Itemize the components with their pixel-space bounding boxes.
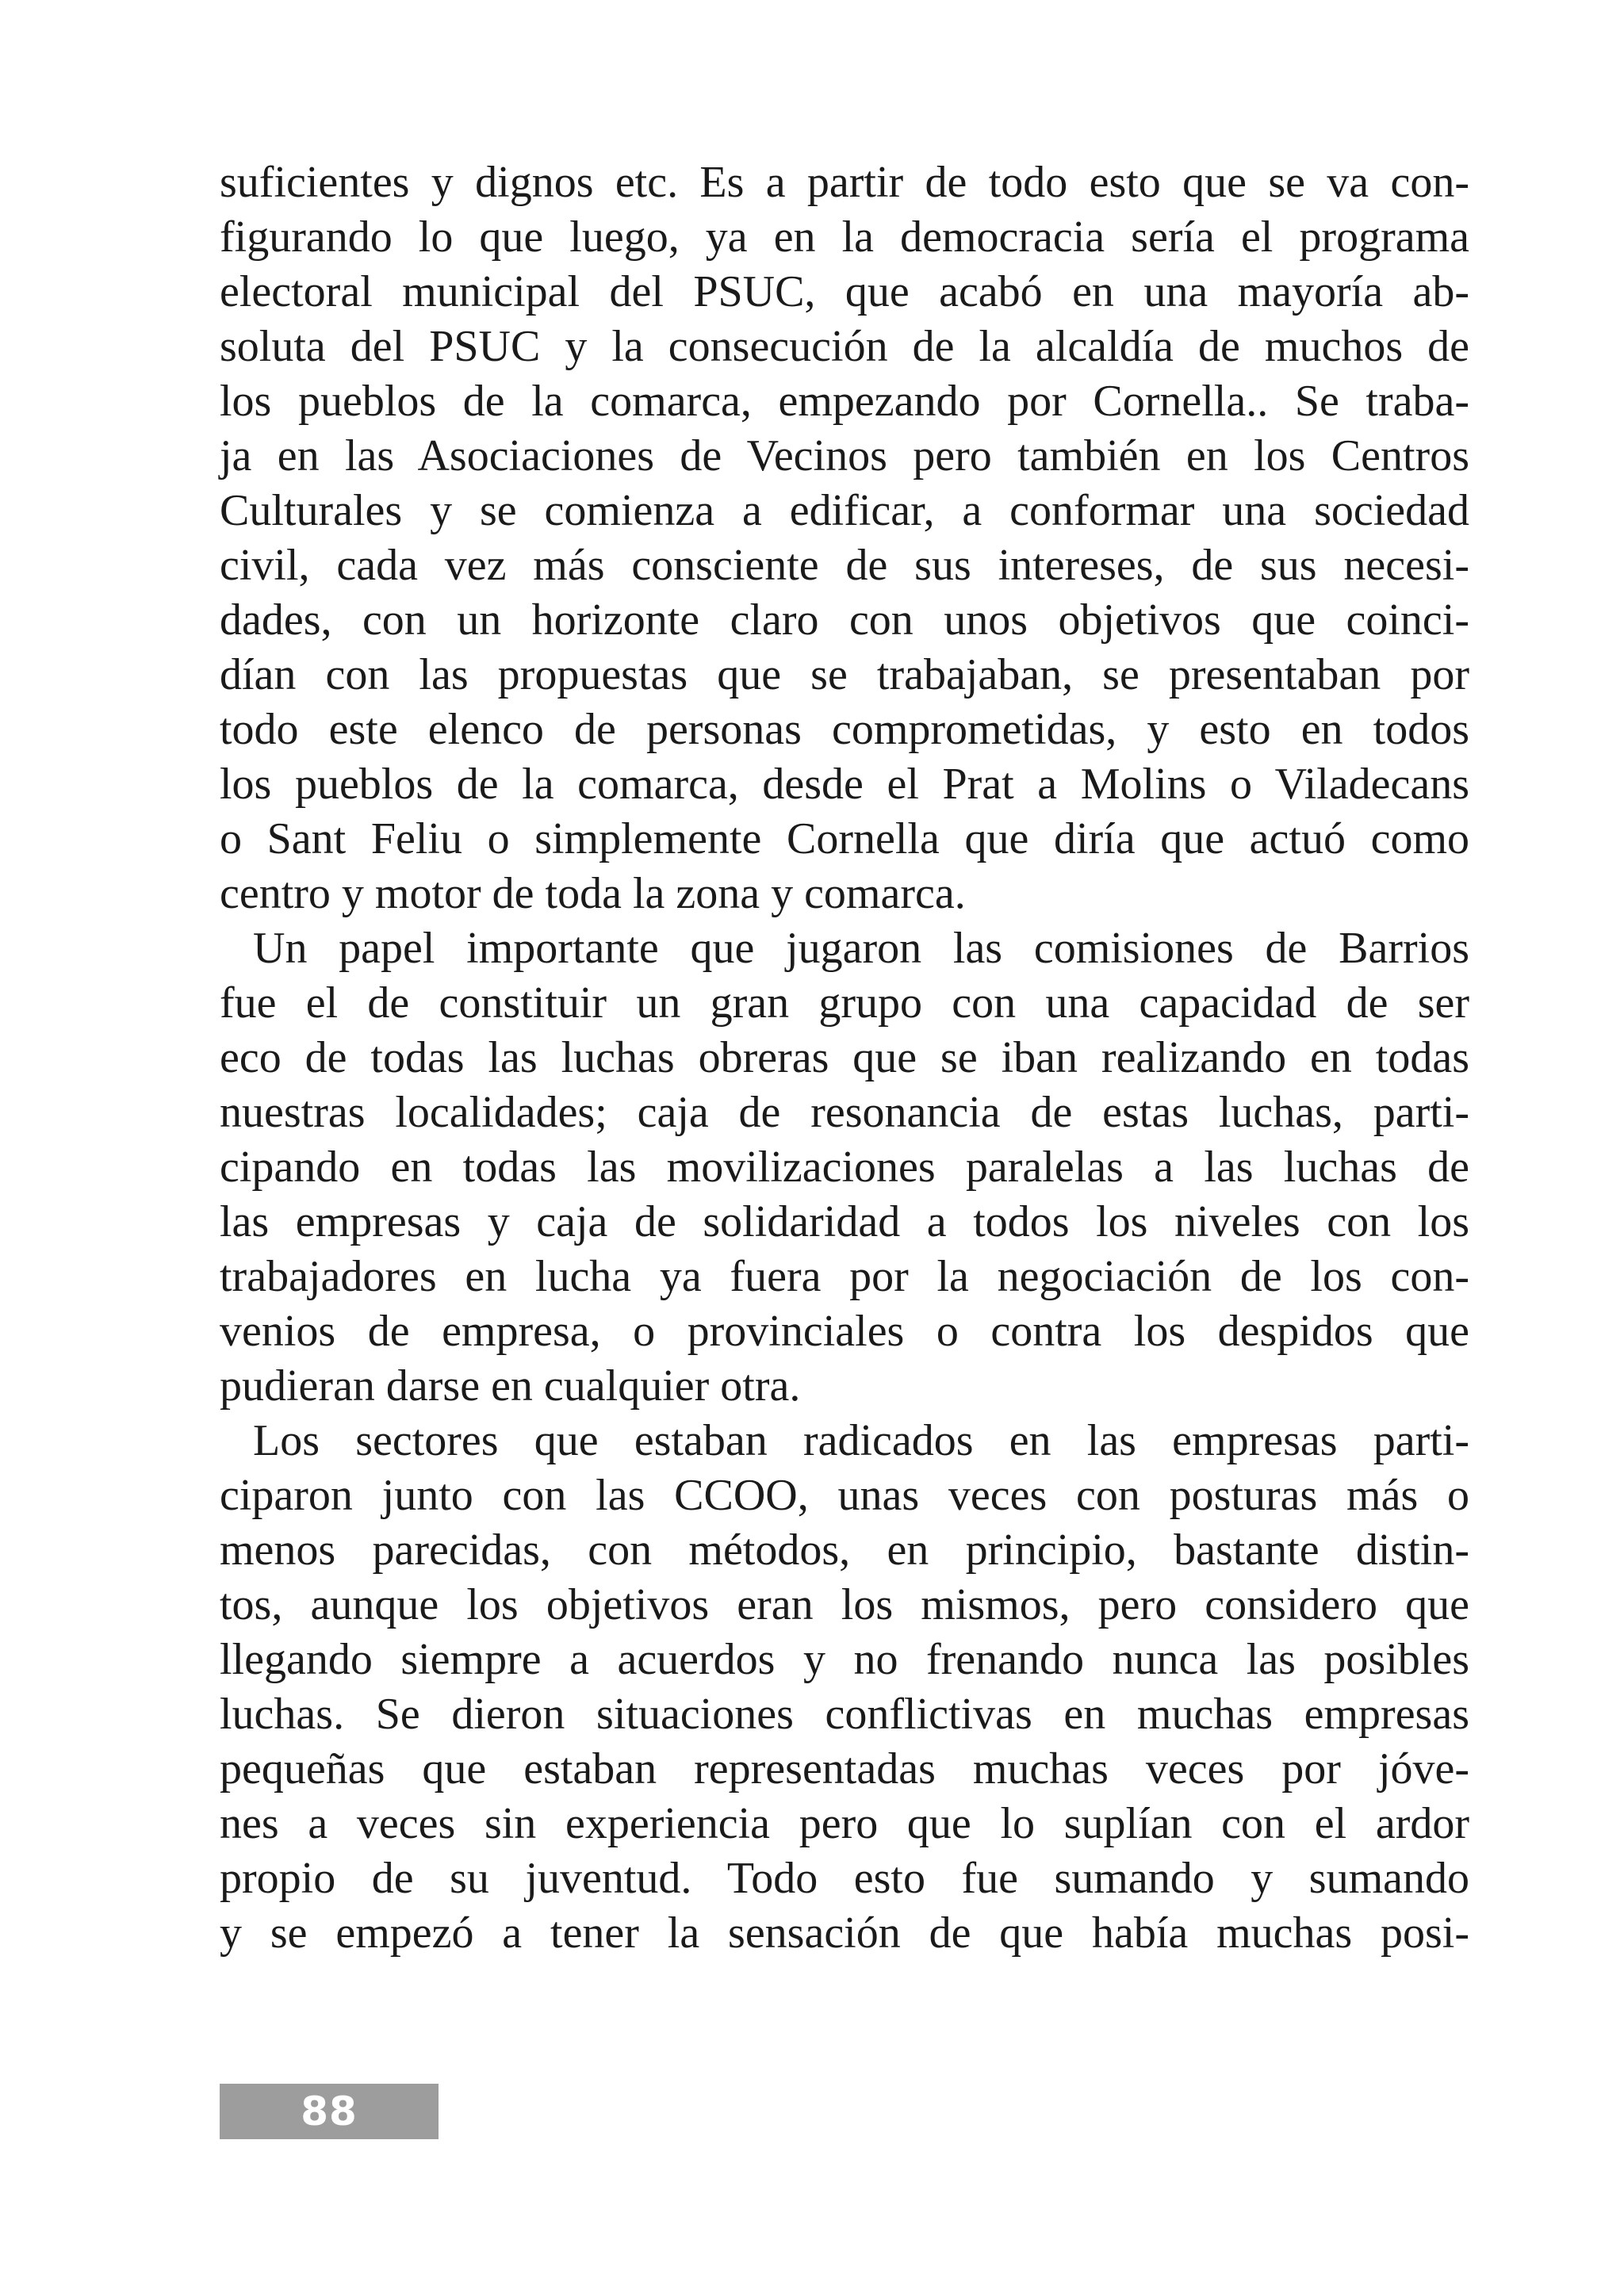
text-line: los pueblos de la comarca, empezando por Cornella.. Se traba-: [220, 377, 1469, 426]
text-line: Un papel importante que jugaron las comisiones de Barrios: [253, 924, 1469, 973]
body-text: [220, 155, 1469, 1961]
text-line: ja en las Asociaciones de Vecinos pero también en los Centros: [220, 431, 1469, 480]
text-line: llegando siempre a acuerdos y no frenando nunca las posibles: [220, 1635, 1469, 1684]
text-line: trabajadores en lucha ya fuera por la negociación de los con-: [220, 1252, 1469, 1301]
text-line: eco de todas las luchas obreras que se iban realizando en todas: [220, 1033, 1469, 1082]
text-line: suficientes y dignos etc. Es a partir de todo esto que se va con-: [220, 158, 1469, 207]
paragraph: [220, 921, 1469, 1414]
text-line: civil, cada vez más consciente de sus intereses, de sus necesi-: [220, 541, 1469, 590]
text-line: propio de su juventud. Todo esto fue sumando y sumando: [220, 1854, 1469, 1903]
text-line: luchas. Se dieron situaciones conflictivas en muchas empresas: [220, 1690, 1469, 1739]
paragraph: [220, 155, 1469, 921]
text-line: todo este elenco de personas comprometidas, y esto en todos: [220, 705, 1469, 754]
page-number: 88: [301, 2088, 358, 2134]
text-line: ciparon junto con las CCOO, unas veces con posturas más o: [220, 1471, 1469, 1520]
text-line: figurando lo que luego, ya en la democracia sería el programa: [220, 212, 1469, 262]
text-line: las empresas y caja de solidaridad a todos los niveles con los: [220, 1197, 1469, 1246]
text-line: los pueblos de la comarca, desde el Prat a Molins o Viladecans: [220, 760, 1469, 809]
text-line: pudieran darse en cualquier otra.: [220, 1361, 801, 1411]
text-line: nuestras localidades; caja de resonancia de estas luchas, parti-: [220, 1088, 1469, 1137]
paragraph: [220, 1414, 1469, 1961]
text-line: Culturales y se comienza a edificar, a conformar una sociedad: [220, 486, 1469, 535]
text-line: cipando en todas las movilizaciones paralelas a las luchas de: [220, 1143, 1469, 1192]
text-line: centro y motor de toda la zona y comarca.: [220, 869, 966, 918]
text-line: pequeñas que estaban representadas muchas veces por jóve-: [220, 1744, 1469, 1794]
text-line: dían con las propuestas que se trabajaban, se presentaban por: [220, 650, 1469, 699]
text-line: dades, con un horizonte claro con unos objetivos que coinci-: [220, 595, 1469, 645]
text-line: soluta del PSUC y la consecución de la alcaldía de muchos de: [220, 322, 1469, 371]
text-line: electoral municipal del PSUC, que acabó en una mayoría ab-: [220, 267, 1469, 316]
text-line: menos parecidas, con métodos, en principio, bastante distin-: [220, 1526, 1469, 1575]
text-line: tos, aunque los objetivos eran los mismos, pero considero que: [220, 1580, 1469, 1629]
text-line: y se empezó a tener la sensación de que había muchas posi-: [220, 1908, 1469, 1958]
text-line: venios de empresa, o provinciales o contra los despidos que: [220, 1307, 1469, 1356]
text-line: o Sant Feliu o simplemente Cornella que diría que actuó como: [220, 814, 1469, 863]
text-line: Los sectores que estaban radicados en las empresas parti-: [253, 1416, 1469, 1465]
text-line: fue el de constituir un gran grupo con una capacidad de ser: [220, 978, 1469, 1028]
text-line: nes a veces sin experiencia pero que lo suplían con el ardor: [220, 1799, 1469, 1848]
page-number-badge: [220, 2084, 439, 2139]
